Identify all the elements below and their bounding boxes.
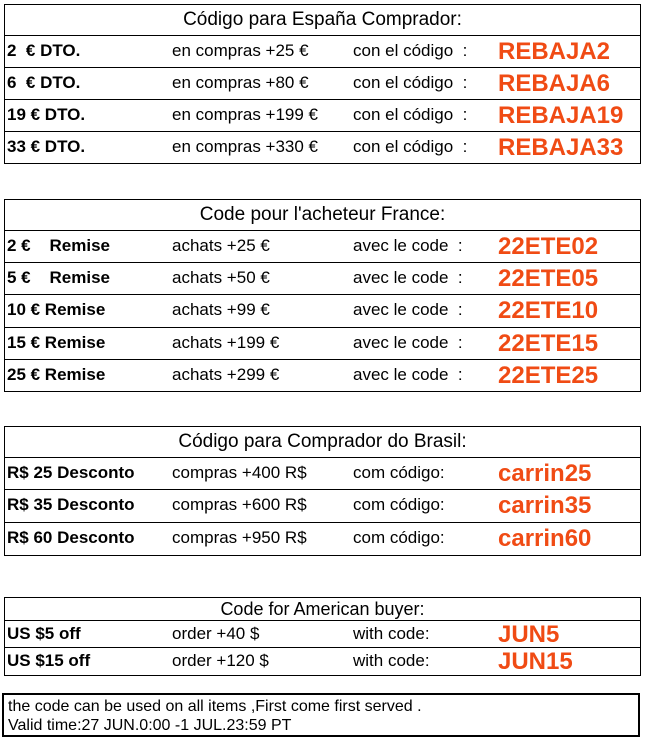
discount-cell: US $5 off xyxy=(7,624,81,643)
table-row xyxy=(5,100,640,132)
discount-cell: 10 € Remise xyxy=(7,300,106,319)
code-label-cell: with code: xyxy=(353,624,430,643)
coupon-code: 22ETE02 xyxy=(498,233,599,260)
condition-cell: compras +950 R$ xyxy=(172,528,307,547)
discount-cell: 15 € Remise xyxy=(7,333,106,352)
coupon-code: 22ETE25 xyxy=(498,362,599,389)
discount-cell: US $15 off xyxy=(7,651,91,670)
spain-table-title: Código para España Comprador: xyxy=(5,5,640,36)
table-row xyxy=(5,490,640,523)
code-label-cell: avec le code : xyxy=(353,236,463,255)
france-coupon-table xyxy=(4,199,641,392)
brazil-table-title: Código para Comprador do Brasil: xyxy=(5,427,640,458)
coupon-code: REBAJA33 xyxy=(498,134,624,161)
coupon-code: 22ETE10 xyxy=(498,297,599,324)
table-row xyxy=(5,263,640,295)
validity-note xyxy=(2,693,640,737)
brazil-coupon-table xyxy=(4,426,641,556)
condition-cell: achats +299 € xyxy=(172,365,280,384)
table-row xyxy=(5,523,640,555)
code-label-cell: avec le code : xyxy=(353,333,463,352)
table-row xyxy=(5,328,640,360)
table-row xyxy=(5,231,640,263)
discount-cell: R$ 35 Desconto xyxy=(7,495,135,514)
discount-cell: R$ 60 Desconto xyxy=(7,528,135,547)
coupon-code: JUN5 xyxy=(498,621,560,648)
coupon-code: REBAJA2 xyxy=(498,38,611,65)
france-table-title: Code pour l'acheteur France: xyxy=(5,200,640,231)
coupon-code: carrin35 xyxy=(498,492,592,519)
condition-cell: en compras +80 € xyxy=(172,73,309,92)
condition-cell: achats +199 € xyxy=(172,333,280,352)
table-row xyxy=(5,621,640,648)
code-label-cell: com código: xyxy=(353,463,445,482)
coupon-code: 22ETE15 xyxy=(498,330,599,357)
discount-cell: 2 € Remise xyxy=(7,236,111,255)
condition-cell: en compras +25 € xyxy=(172,41,309,60)
code-label-cell: con el código : xyxy=(353,41,468,60)
discount-cell: 25 € Remise xyxy=(7,365,106,384)
discount-cell: 5 € Remise xyxy=(7,268,111,287)
table-row xyxy=(5,36,640,68)
discount-cell: 2 € DTO. xyxy=(7,41,81,60)
usa-table-title: Code for American buyer: xyxy=(5,598,640,621)
table-row xyxy=(5,360,640,391)
coupon-code: carrin60 xyxy=(498,525,592,552)
note-line-usage: the code can be used on all items ,First come first served . xyxy=(8,698,422,715)
spain-coupon-table xyxy=(4,4,641,164)
table-row xyxy=(5,648,640,675)
condition-cell: compras +600 R$ xyxy=(172,495,307,514)
code-label-cell: com código: xyxy=(353,495,445,514)
discount-cell: R$ 25 Desconto xyxy=(7,463,135,482)
table-row xyxy=(5,458,640,490)
condition-cell: order +120 $ xyxy=(172,651,269,670)
condition-cell: en compras +199 € xyxy=(172,105,319,124)
code-label-cell: com código: xyxy=(353,528,445,547)
condition-cell: compras +400 R$ xyxy=(172,463,307,482)
code-label-cell: con el código : xyxy=(353,137,468,156)
coupon-code: 22ETE05 xyxy=(498,265,599,292)
table-row xyxy=(5,295,640,328)
condition-cell: en compras +330 € xyxy=(172,137,319,156)
code-label-cell: con el código : xyxy=(353,105,468,124)
condition-cell: order +40 $ xyxy=(172,624,260,643)
table-row xyxy=(5,68,640,100)
usa-coupon-table xyxy=(4,597,641,676)
table-row xyxy=(5,132,640,163)
code-label-cell: con el código : xyxy=(353,73,468,92)
code-label-cell: avec le code : xyxy=(353,365,463,384)
discount-cell: 6 € DTO. xyxy=(7,73,81,92)
code-label-cell: with code: xyxy=(353,651,430,670)
condition-cell: achats +50 € xyxy=(172,268,270,287)
condition-cell: achats +25 € xyxy=(172,236,270,255)
code-label-cell: avec le code : xyxy=(353,300,463,319)
note-line-valid-time: Valid time:27 JUN.0:00 -1 JUL.23:59 PT xyxy=(8,717,292,734)
discount-cell: 33 € DTO. xyxy=(7,137,86,156)
coupon-code: JUN15 xyxy=(498,648,573,675)
condition-cell: achats +99 € xyxy=(172,300,270,319)
coupon-code: carrin25 xyxy=(498,460,592,487)
discount-cell: 19 € DTO. xyxy=(7,105,86,124)
coupon-code: REBAJA19 xyxy=(498,102,624,129)
code-label-cell: avec le code : xyxy=(353,268,463,287)
coupon-code: REBAJA6 xyxy=(498,70,611,97)
